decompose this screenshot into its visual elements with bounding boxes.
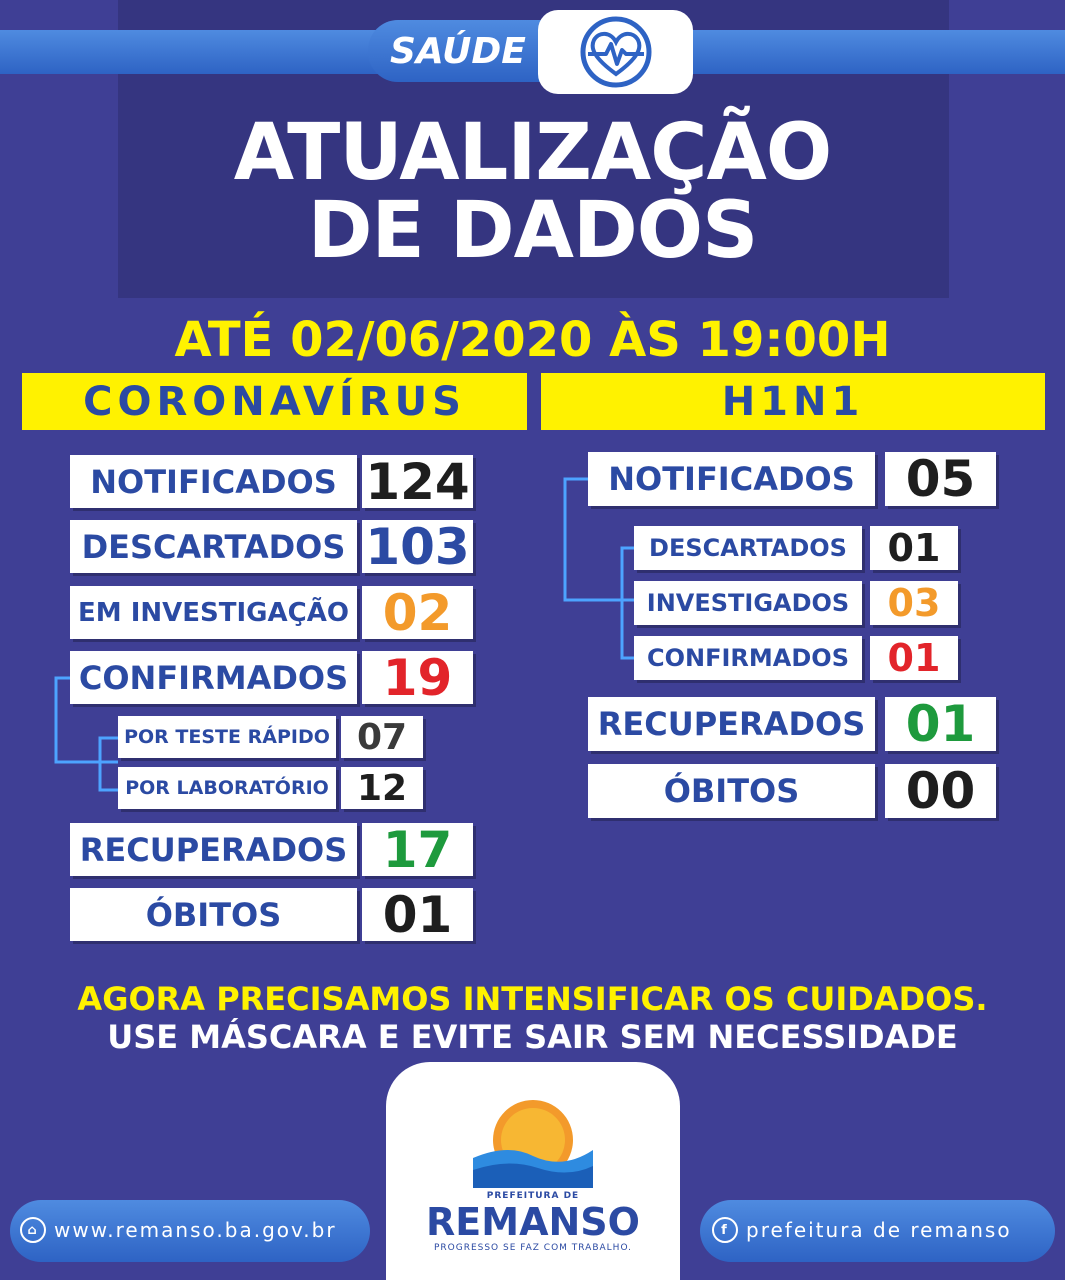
h1n1-obitos-value: 00 [885,764,996,818]
h1n1-recuperados-label: RECUPERADOS [588,697,875,751]
h1n1-recuperados-value: 01 [885,697,996,751]
footer-bar-left [10,1200,370,1262]
h1n1-descartados-label: DESCARTADOS [634,526,862,570]
page-title-line2: DE DADOS [307,186,758,276]
corona-investigacao-label: EM INVESTIGAÇÃO [70,586,357,639]
footer-bar-right [700,1200,1055,1262]
corona-teste-rapido-value: 07 [341,716,423,758]
h1n1-descartados-value: 01 [870,526,958,570]
website-text: www.remanso.ba.gov.br [54,1218,337,1242]
message-line1: AGORA PRECISAMOS INTENSIFICAR OS CUIDADOS. [77,980,988,1018]
corona-notificados-label: NOTIFICADOS [70,455,357,508]
corona-recuperados-label: RECUPERADOS [70,823,357,876]
corona-teste-rapido-label: POR TESTE RÁPIDO [118,716,336,758]
h1n1-obitos-label: ÓBITOS [588,764,875,818]
social-link[interactable] [712,1217,1012,1243]
corona-laboratorio-label: POR LABORATÓRIO [118,767,336,809]
coronavirus-header: CORONAVÍRUS [22,373,527,430]
corona-obitos-label: ÓBITOS [70,888,357,941]
corona-confirmados-label: CONFIRMADOS [70,651,357,704]
h1n1-investigados-value: 03 [870,581,958,625]
corona-investigacao-value: 02 [362,586,473,639]
h1n1-confirmados-label: CONFIRMADOS [634,636,862,680]
corona-descartados-label: DESCARTADOS [70,520,357,573]
logo-tagline: PROGRESSO SE FAZ COM TRABALHO. [433,1243,633,1253]
page-title-line1: ATUALIZAÇÃO [233,108,832,198]
h1n1-confirmados-value: 01 [870,636,958,680]
update-date: ATÉ 02/06/2020 ÀS 19:00H [174,312,891,368]
message-line2: USE MÁSCARA E EVITE SAIR SEM NECESSIDADE [107,1018,958,1056]
saude-badge: SAÚDE [368,20,568,82]
sun-logo-icon [468,1088,598,1188]
corona-recuperados-value: 17 [362,823,473,876]
logo-name: REMANSO [426,1200,640,1244]
home-icon: ⌂ [20,1217,46,1243]
logo-small-text: PREFEITURA DE [486,1191,580,1201]
corona-confirmados-value: 19 [362,651,473,704]
h1n1-notificados-label: NOTIFICADOS [588,452,875,506]
corona-obitos-value: 01 [362,888,473,941]
h1n1-investigados-label: INVESTIGADOS [634,581,862,625]
h1n1-notificados-value: 05 [885,452,996,506]
social-text: prefeitura de remanso [746,1218,1012,1242]
h1n1-header: H1N1 [541,373,1045,430]
facebook-icon: f [712,1217,738,1243]
corona-laboratorio-value: 12 [341,767,423,809]
corona-notificados-value: 124 [362,455,473,508]
corona-descartados-value: 103 [362,520,473,573]
website-link[interactable] [20,1217,337,1243]
